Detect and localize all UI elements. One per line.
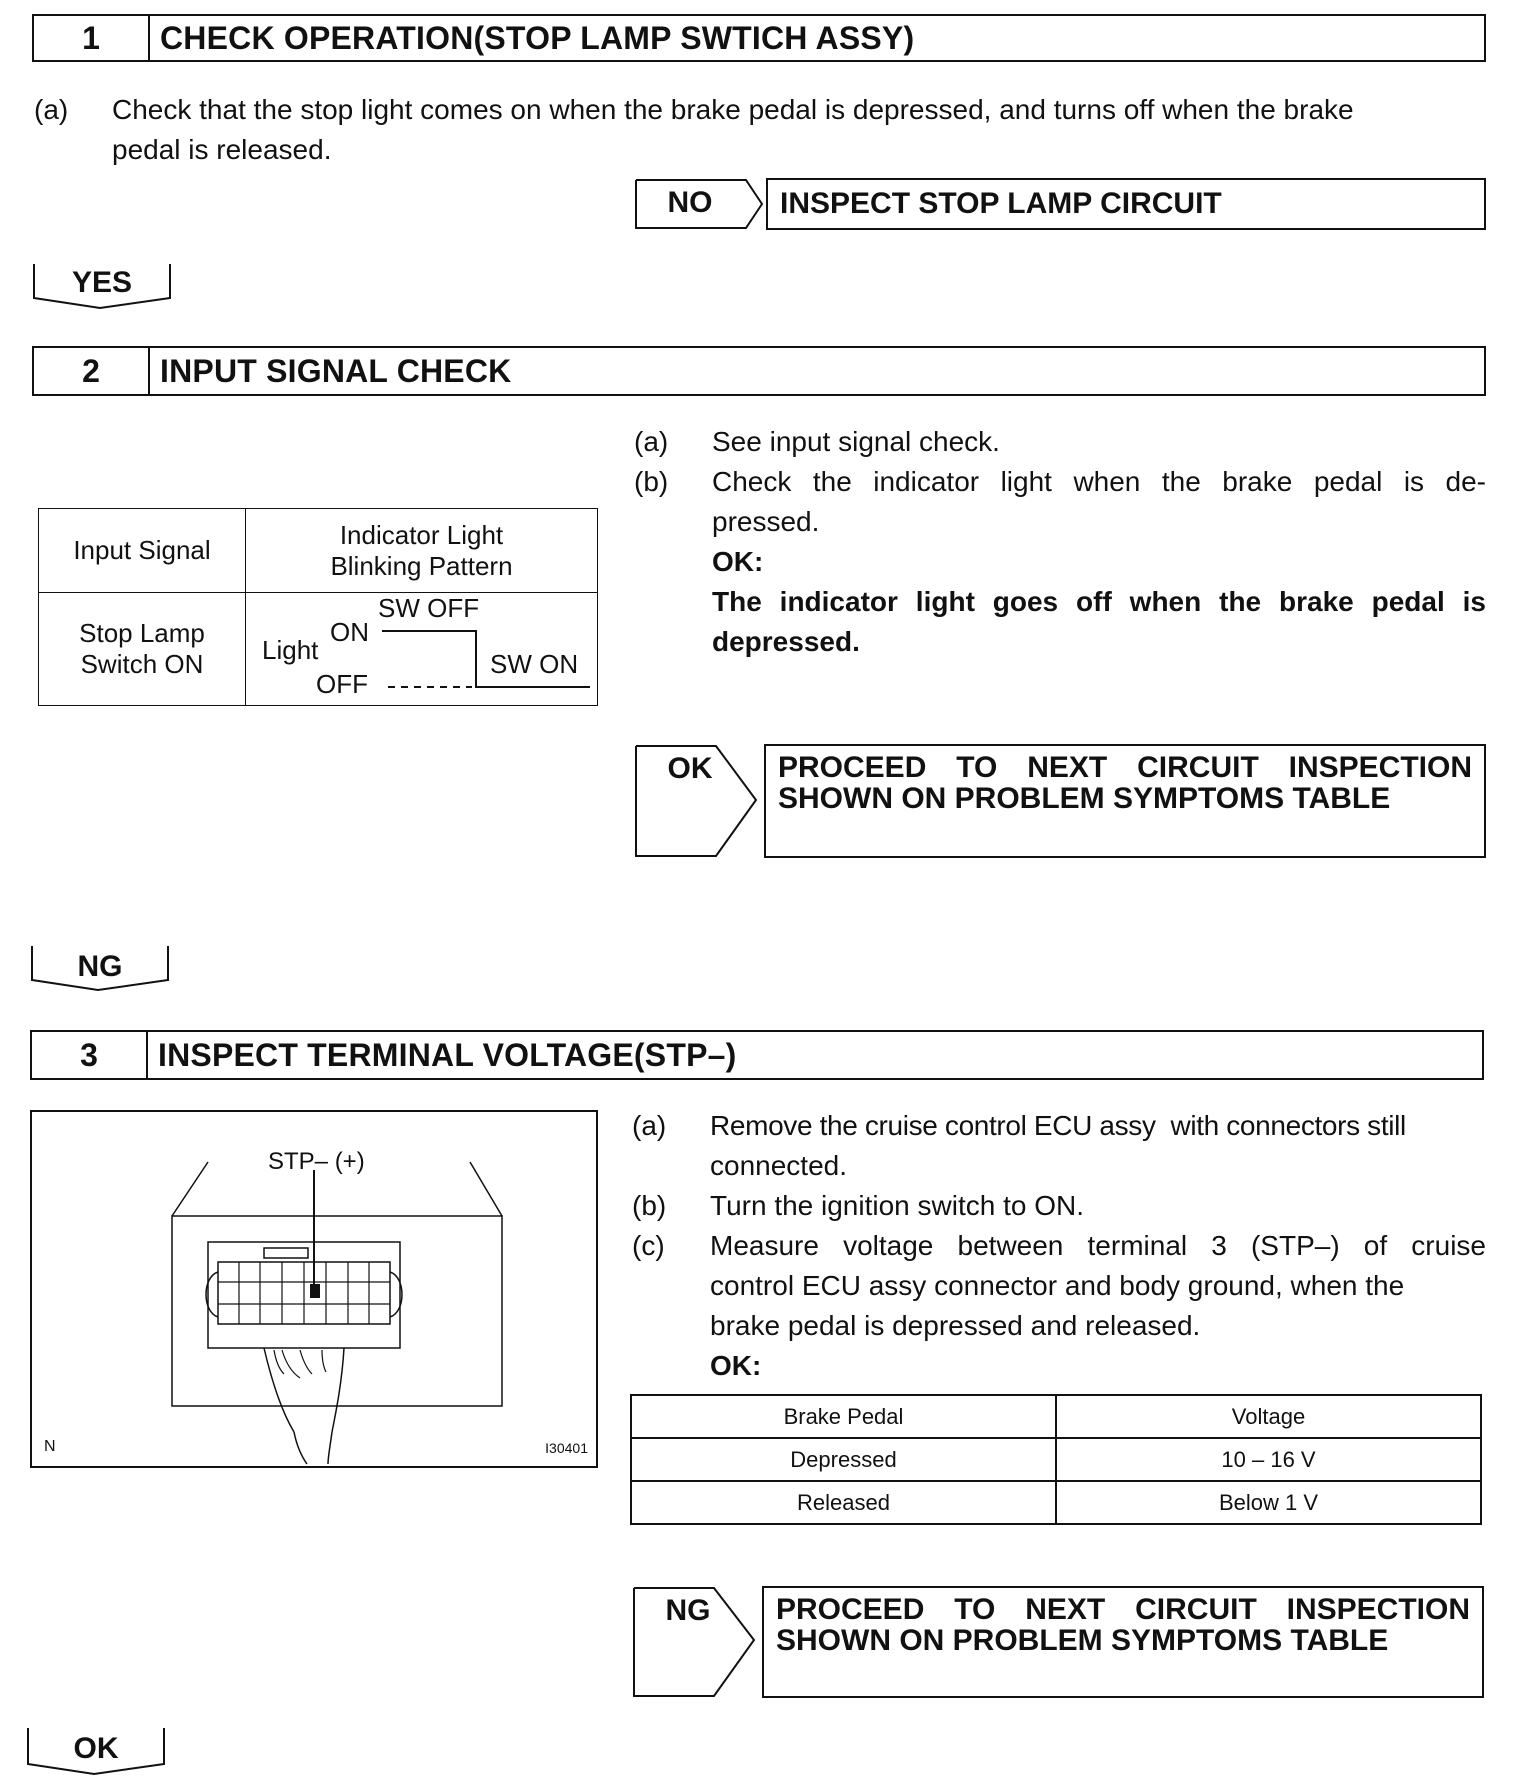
diagram-light-label: Light — [262, 635, 319, 665]
step3-header — [30, 1030, 1484, 1080]
step2-a-label: (a) — [634, 426, 669, 457]
blinking-pattern-waveform — [246, 593, 596, 705]
step3-a-line2: connected. — [710, 1150, 847, 1181]
voltage-table-header-row — [631, 1395, 1481, 1438]
diagram-off-label: OFF — [316, 669, 368, 699]
step3-ok-label: OK: — [710, 1350, 762, 1381]
voltage-table-header-voltage: Voltage — [1056, 1395, 1481, 1438]
diagram-on-label: ON — [330, 617, 369, 647]
blinking-pattern-cell — [246, 593, 598, 706]
input-signal-header: Input Signal — [39, 509, 246, 593]
voltage-table — [630, 1394, 1482, 1525]
step2-header — [32, 346, 1486, 396]
step3-c-line1: Measure voltage between terminal 3 (STP–) of cruise — [710, 1230, 1486, 1261]
step3-title: INSPECT TERMINAL VOLTAGE(STP–) — [158, 1036, 737, 1073]
figure-corner-label: N — [44, 1438, 56, 1455]
step3-number: 3 — [32, 1032, 148, 1078]
step2-b-line2: pressed. — [712, 506, 820, 537]
stop-lamp-line2: Switch ON — [80, 649, 204, 679]
brake-depressed-cell: Depressed — [631, 1438, 1056, 1481]
step1-no-result: INSPECT STOP LAMP CIRCUIT — [766, 178, 1486, 230]
step1-header — [32, 14, 1486, 62]
indicator-light-header — [246, 509, 598, 593]
step3-ng-result — [762, 1586, 1484, 1698]
step3-ng-result-line2: SHOWN ON PROBLEM SYMPTOMS TABLE — [776, 1624, 1389, 1657]
table-row — [631, 1481, 1481, 1524]
stop-lamp-line1: Stop Lamp — [79, 618, 205, 648]
ok-down-tag-label: OK — [73, 1732, 119, 1765]
ok-tag-label: OK — [667, 752, 713, 785]
step2-ok-line1: The indicator light goes off when the brake pedal is — [712, 586, 1486, 617]
yes-tag-label: YES — [71, 266, 133, 299]
step2-ok-result — [764, 744, 1486, 858]
step2-a-text: See input signal check. — [712, 426, 1000, 457]
diagram-sw-off-label: SW OFF — [378, 593, 480, 623]
step2-ok-label: OK: — [712, 546, 764, 577]
step3-b-label: (b) — [632, 1190, 667, 1221]
voltage-released-cell: Below 1 V — [1056, 1481, 1481, 1524]
indicator-header-line2: Blinking Pattern — [330, 550, 513, 581]
voltage-depressed-cell: 10 – 16 V — [1056, 1438, 1481, 1481]
connector-figure — [30, 1110, 598, 1468]
step3-a-label: (a) — [632, 1110, 667, 1141]
step1-a-label: (a) — [34, 94, 69, 125]
step3-ng-result-line1: PROCEED TO NEXT CIRCUIT INSPECTION — [776, 1593, 1470, 1626]
step3-a-line1: Remove the cruise control ECU assy with connectors still — [710, 1110, 1406, 1141]
step3-c-line3: brake pedal is depressed and released. — [710, 1310, 1201, 1341]
step3-b-text: Turn the ignition switch to ON. — [710, 1190, 1085, 1221]
diagram-sw-on-label: SW ON — [490, 649, 579, 679]
indicator-header-line1: Indicator Light — [339, 519, 504, 550]
stop-lamp-switch-cell — [39, 593, 246, 706]
step1-a-line2: pedal is released. — [112, 134, 332, 165]
ng-tag-label: NG — [77, 950, 123, 983]
ng-arrow-tag-label: NG — [665, 1594, 711, 1627]
step1-number: 1 — [34, 16, 150, 60]
step1-a-line1: Check that the stop light comes on when the brake pedal is depressed, and turns off when the brake — [112, 94, 1354, 125]
step2-b-label: (b) — [634, 466, 669, 497]
step3-c-line2: control ECU assy connector and body ground, when the — [710, 1270, 1405, 1301]
voltage-table-header-brake: Brake Pedal — [631, 1395, 1056, 1438]
step2-number: 2 — [34, 348, 150, 394]
table-row — [631, 1438, 1481, 1481]
step2-b-line1: Check the indicator light when the brake pedal is de- — [712, 466, 1486, 497]
figure-terminal-label: STP– (+) — [268, 1148, 365, 1175]
step3-c-label: (c) — [632, 1230, 665, 1261]
brake-released-cell: Released — [631, 1481, 1056, 1524]
step2-title: INPUT SIGNAL CHECK — [160, 352, 512, 389]
input-signal-table — [38, 508, 598, 706]
step1-title: CHECK OPERATION(STOP LAMP SWTICH ASSY) — [160, 19, 915, 56]
no-tag-label: NO — [667, 186, 713, 219]
figure-id: I30401 — [545, 1440, 588, 1456]
step2-ok-result-line1: PROCEED TO NEXT CIRCUIT INSPECTION — [778, 751, 1472, 784]
step2-ok-line2: depressed. — [712, 626, 860, 657]
step2-ok-result-line2: SHOWN ON PROBLEM SYMPTOMS TABLE — [778, 782, 1391, 815]
